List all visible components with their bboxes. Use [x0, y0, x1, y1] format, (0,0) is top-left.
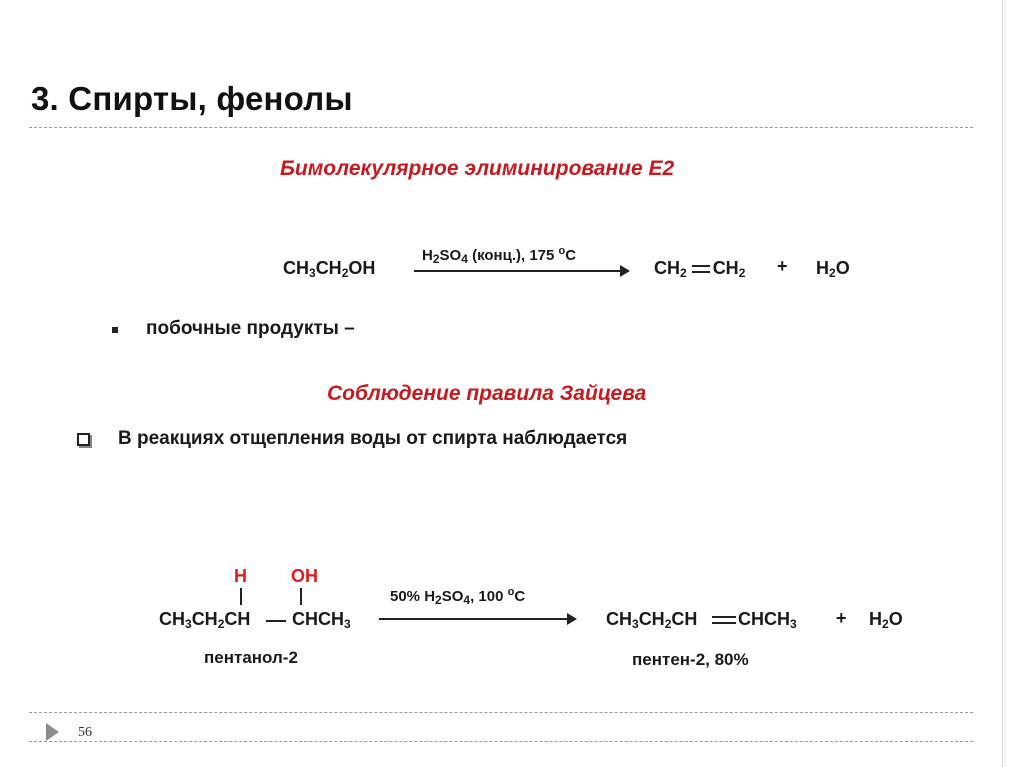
- pentene-double-bond-top: [712, 616, 736, 618]
- zaitsev-heading: Соблюдение правила Зайцева: [327, 382, 647, 405]
- pentanol-right: $CHCH_3$: [292, 609, 351, 631]
- frame-border-inner: [1005, 0, 1006, 767]
- side-products-label: побочные продукты –: [146, 318, 355, 339]
- frame-border: [1002, 0, 1003, 767]
- ethylene-formula: $CH_2$ $CH_2$: [654, 258, 746, 280]
- pentene-name: пентен-2, 80%: [632, 650, 749, 669]
- oh-label: OH: [291, 566, 318, 586]
- single-bond: [266, 620, 286, 622]
- footer-divider: [29, 712, 973, 713]
- reaction1-conditions: $H_2SO_4$ (конц.), 175 $^о$С: [422, 245, 577, 266]
- plus-sign-2: +: [836, 608, 847, 628]
- bullet-square: [112, 327, 118, 333]
- zaitsev-statement: В реакциях отщепления воды от спирта наблюдается: [118, 428, 628, 449]
- water-formula: $H_2O$: [816, 258, 850, 280]
- pentanol-name: пентанол-2: [204, 648, 298, 667]
- e2-heading: Бимолекулярное элиминирование Е2: [280, 157, 675, 180]
- reaction2-arrow: [379, 618, 575, 620]
- reaction2-conditions: 50% $H_2SO_4$, 100 $^о$С: [390, 586, 526, 607]
- bullet-checkbox-icon: [77, 433, 90, 446]
- double-bond-top: [692, 265, 710, 267]
- title-divider: [29, 127, 973, 128]
- pentene-double-bond-bottom: [712, 622, 736, 624]
- plus-sign: +: [777, 256, 788, 276]
- h-bond: [240, 588, 242, 605]
- pentanol-left: $CH_3CH_2CH$: [159, 609, 251, 631]
- play-triangle-icon: [46, 723, 59, 741]
- double-bond-bottom: [692, 271, 710, 273]
- footer-divider-bottom: [29, 741, 973, 742]
- reaction1-arrow: [414, 270, 628, 272]
- ethanol-formula: $CH_3CH_2OH$: [283, 258, 376, 280]
- page-number: 56: [78, 725, 92, 740]
- h-label: H: [234, 566, 247, 586]
- oh-bond: [300, 588, 302, 605]
- water-formula-2: $H_2O$: [869, 609, 903, 631]
- pentene-right: $CHCH_3$: [738, 609, 797, 631]
- slide-title: 3. Спирты, фенолы: [31, 80, 353, 117]
- pentene-left: $CH_3CH_2CH$: [606, 609, 698, 631]
